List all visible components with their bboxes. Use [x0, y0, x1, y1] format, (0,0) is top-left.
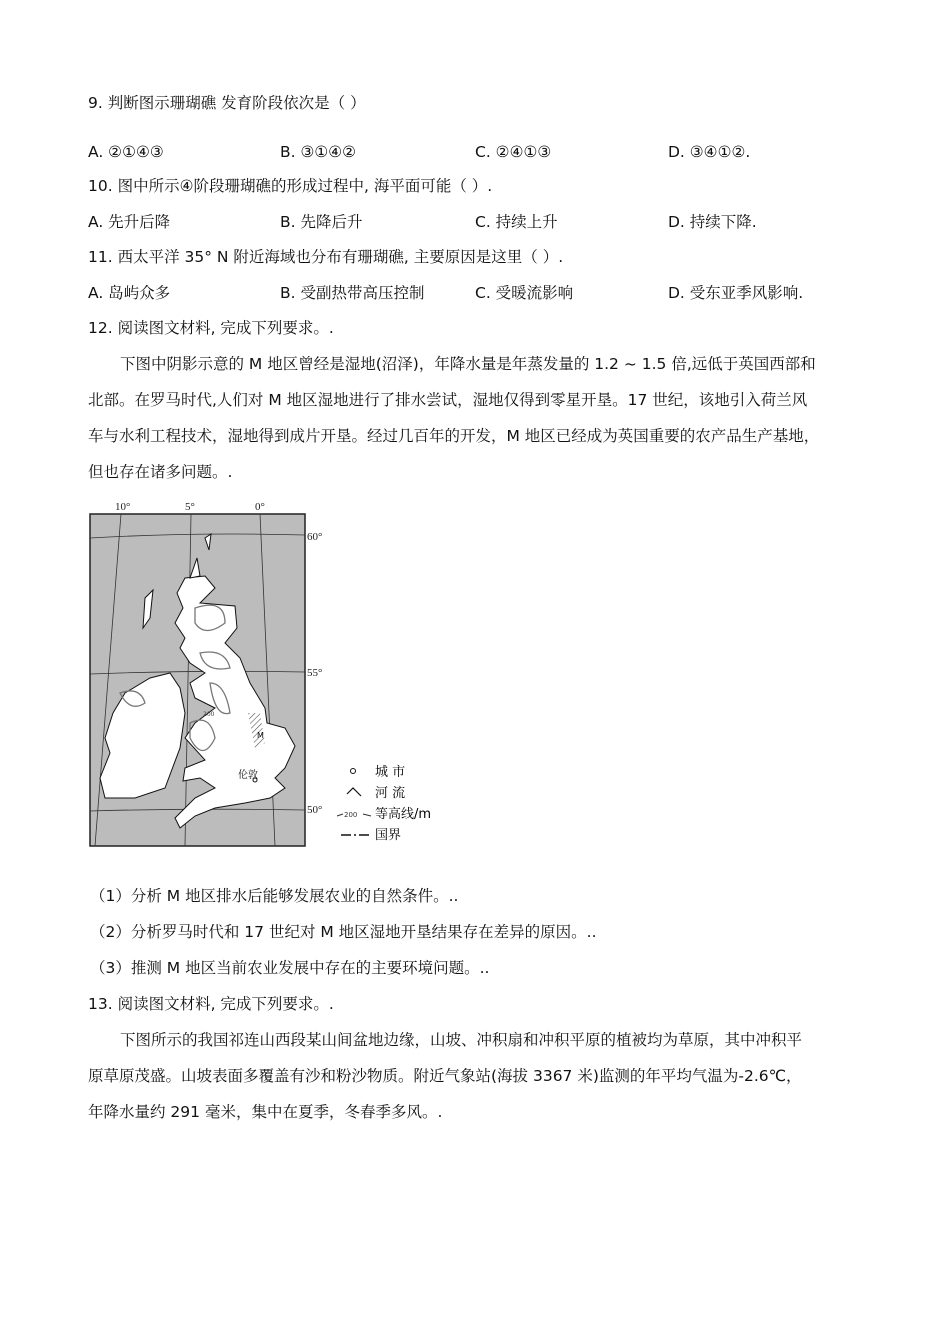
q13-paragraph-line: 原草原茂盛。山坡表面多覆盖有沙和粉沙物质。附近气象站(海拔 3367 米)监测的年平均气温为-2.6℃， — [88, 1067, 802, 1085]
lon-label-0: 0° — [255, 501, 265, 513]
contour-value-label: 200 — [203, 711, 215, 718]
q11-option-c: C. 受暖流影响 — [475, 284, 574, 302]
lon-label-10: 10° — [115, 501, 131, 513]
q11-option-a: A. 岛屿众多 — [88, 284, 171, 302]
legend-city-label: 城 市 — [375, 765, 406, 780]
q9-option-c: C. ②④①③ — [475, 143, 552, 161]
map-legend — [337, 765, 431, 843]
m-region-label: M — [257, 731, 264, 740]
q12-subquestion-2: （2）分析罗马时代和 17 世纪对 M 地区湿地开垦结果存在差异的原因。.. — [90, 923, 597, 941]
uk-map-figure — [85, 498, 455, 858]
legend-border-label: 国界 — [375, 828, 402, 843]
q12-subquestion-3: （3）推测 M 地区当前农业发展中存在的主要环境问题。.. — [90, 959, 490, 977]
q10-option-c: C. 持续上升 — [475, 213, 558, 231]
q9-option-a: A. ②①④③ — [88, 143, 164, 161]
q11-option-b: B. 受副热带高压控制 — [280, 284, 425, 302]
q13-paragraph-line: 下图所示的我国祁连山西段某山间盆地边缘，山坡、冲积扇和冲积平原的植被均为草原，其中冲积平 — [120, 1031, 803, 1049]
legend-river-label: 河 流 — [375, 786, 406, 801]
q9-option-b: B. ③①④② — [280, 143, 357, 161]
q10-option-a: A. 先升后降 — [88, 213, 171, 231]
q10-option-b: B. 先降后升 — [280, 213, 363, 231]
q9-option-d: D. ③④①②. — [668, 143, 751, 161]
q10-stem: 10. 图中所示④阶段珊瑚礁的形成过程中, 海平面可能（ ）. — [88, 177, 493, 195]
q10-option-d: D. 持续下降. — [668, 213, 757, 231]
london-label: 伦敦 — [238, 770, 258, 781]
lat-label-50: 50° — [307, 804, 323, 816]
lon-label-5: 5° — [185, 501, 195, 513]
q12-paragraph-line: 但也存在诸多问题。. — [88, 463, 233, 481]
q11-stem: 11. 西太平洋 35° N 附近海域也分布有珊瑚礁, 主要原因是这里（ ）. — [88, 248, 564, 266]
legend-contour-label: 等高线/m — [375, 807, 432, 822]
lat-label-55: 55° — [307, 667, 323, 679]
river-legend-icon — [347, 788, 361, 796]
q12-paragraph-line: 车与水利工程技术，湿地得到成片开垦。经过几百年的开发，M 地区已经成为英国重要的农产品生产基地， — [88, 427, 820, 445]
city-legend-icon — [351, 769, 356, 774]
q12-paragraph-line: 下图中阴影示意的 M 地区曾经是湿地(沼泽)，年降水量是年蒸发量的 1.2 ~ 1.5 倍,远低于英国西部和 — [120, 355, 816, 373]
lat-label-60: 60° — [307, 531, 323, 543]
q13-title: 13. 阅读图文材料, 完成下列要求。. — [88, 995, 334, 1013]
q11-option-d: D. 受东亚季风影响. — [668, 284, 804, 302]
q13-paragraph-line: 年降水量约 291 毫米，集中在夏季，冬春季多风。. — [88, 1103, 443, 1121]
legend-contour-sample: 200 — [344, 811, 358, 819]
q12-title: 12. 阅读图文材料, 完成下列要求。. — [88, 319, 334, 337]
q12-subquestion-1: （1）分析 M 地区排水后能够发展农业的自然条件。.. — [90, 887, 459, 905]
q9-stem: 9. 判断图示珊瑚礁 发育阶段依次是（ ） — [88, 94, 366, 112]
q12-paragraph-line: 北部。在罗马时代,人们对 M 地区湿地进行了排水尝试，湿地仅得到零星开垦。17 世纪，该地引入荷兰风 — [88, 391, 808, 409]
